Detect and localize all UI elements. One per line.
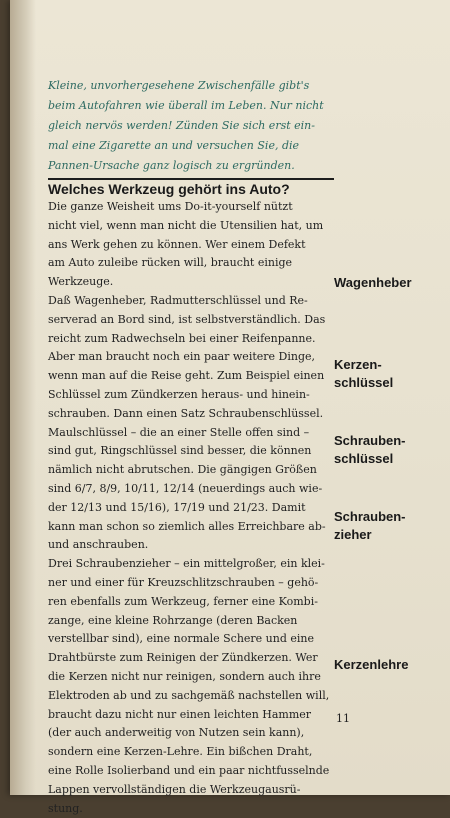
body-paragraphs (48, 198, 334, 818)
body-line: ren ebenfalls zum Werkzeug, ferner eine Kombi- (48, 593, 334, 612)
body-line: Elektroden ab und zu sachgemäß nachstellen will, (48, 687, 334, 706)
margin-note-kerzenschluessel (334, 356, 393, 392)
margin-note-line: Wagenheber (334, 274, 412, 292)
body-line: Schlüssel zum Zündkerzen heraus- und hinein- (48, 386, 334, 405)
body-line: sind gut, Ringschlüssel sind besser, die können (48, 442, 334, 461)
book-gutter (10, 0, 36, 795)
intro-line: Kleine, unvorhergesehene Zwischenfälle gibt's (48, 76, 324, 96)
body-line: Lappen vervollständigen die Werkzeugausrü- (48, 781, 334, 800)
body-line: eine Rolle Isolierband und ein paar nichtfusselnde (48, 762, 334, 781)
body-line: braucht dazu nicht nur einen leichten Hammer (48, 706, 334, 725)
body-line: Drei Schraubenzieher – ein mittelgroßer, ein klei- (48, 555, 334, 574)
body-line: (der auch anderweitig von Nutzen sein kann), (48, 724, 334, 743)
body-line: Daß Wagenheber, Radmutterschlüssel und Re- (48, 292, 334, 311)
body-line: ner und einer für Kreuzschlitzschrauben – gehö- (48, 574, 334, 593)
margin-note-line: Kerzenlehre (334, 656, 408, 674)
body-line: Aber man braucht noch ein paar weitere Dinge, (48, 348, 334, 367)
body-line: serverad an Bord sind, ist selbstverständlich. Das (48, 311, 334, 330)
intro-line: mal eine Zigarette an und versuchen Sie, die (48, 136, 324, 156)
body-line: der 12/13 und 15/16), 17/19 und 21/23. Damit (48, 499, 334, 518)
page-number: 11 (336, 712, 350, 725)
body-line: verstellbar sind), eine normale Schere und eine (48, 630, 334, 649)
intro-line: beim Autofahren wie überall im Leben. Nur nicht (48, 96, 324, 116)
body-line: sondern eine Kerzen-Lehre. Ein bißchen Draht, (48, 743, 334, 762)
margin-note-line: zieher (334, 526, 406, 544)
margin-note-line: Kerzen- (334, 356, 393, 374)
body-line: schrauben. Dann einen Satz Schraubenschlüssel. (48, 405, 334, 424)
margin-note-line: Schrauben- (334, 432, 406, 450)
intro-line: Pannen-Ursache ganz logisch zu ergründen. (48, 156, 324, 176)
body-line: wenn man auf die Reise geht. Zum Beispiel einen (48, 367, 334, 386)
margin-note-schraubenzieher (334, 508, 406, 544)
intro-paragraph (48, 76, 324, 176)
margin-note-line: Schrauben- (334, 508, 406, 526)
body-line: die Kerzen nicht nur reinigen, sondern auch ihre (48, 668, 334, 687)
margin-note-line: schlüssel (334, 450, 406, 468)
body-line: ans Werk gehen zu können. Wer einem Defekt (48, 236, 334, 255)
body-line: zange, eine kleine Rohrzange (deren Backen (48, 612, 334, 631)
body-line: und anschrauben. (48, 536, 334, 555)
body-line: Drahtbürste zum Reinigen der Zündkerzen. Wer (48, 649, 334, 668)
margin-note-wagenheber (334, 274, 412, 292)
body-line: Maulschlüssel – die an einer Stelle offen sind – (48, 424, 334, 443)
body-line: reicht zum Radwechseln bei einer Reifenpanne. (48, 330, 334, 349)
body-line: kann man schon so ziemlich alles Erreichbare ab- (48, 518, 334, 537)
body-line: nicht viel, wenn man nicht die Utensilien hat, um (48, 217, 334, 236)
body-line: am Auto zuleibe rücken will, braucht einige (48, 254, 334, 273)
intro-line: gleich nervös werden! Zünden Sie sich erst ein- (48, 116, 324, 136)
section-heading: Welches Werkzeug gehört ins Auto? (48, 180, 334, 198)
body-line: Die ganze Weisheit ums Do-it-yourself nützt (48, 198, 334, 217)
margin-note-kerzenlehre (334, 656, 408, 674)
margin-note-schraubenschluessel (334, 432, 406, 468)
body-line: Werkzeuge. (48, 273, 334, 292)
margin-note-line: schlüssel (334, 374, 393, 392)
body-line: sind 6/7, 8/9, 10/11, 12/14 (neuerdings auch wie- (48, 480, 334, 499)
body-line: nämlich nicht abrutschen. Die gängigen Größen (48, 461, 334, 480)
body-line: stung. (48, 800, 334, 818)
